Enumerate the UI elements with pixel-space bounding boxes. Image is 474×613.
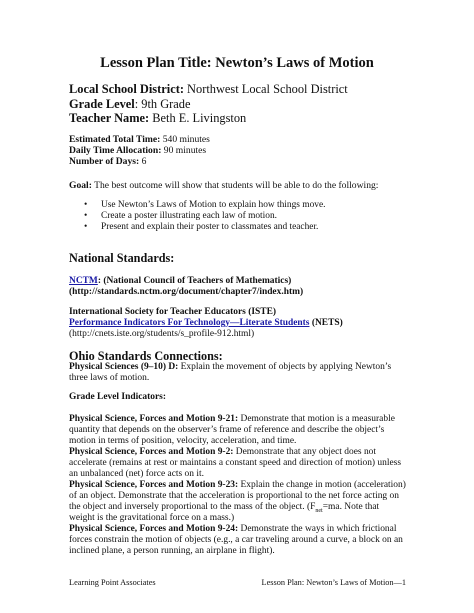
indicator-text: motion in terms of position, velocity, acceleration, and time.: [69, 436, 297, 446]
grade-level-indicators-heading: Grade Level Indicators:: [69, 392, 166, 402]
goal-bullet-text: Present and explain their poster to classmates and teacher.: [101, 222, 319, 232]
goal-line: [69, 180, 378, 191]
indicator-label: Physical Science, Forces and Motion 9-23:: [69, 480, 239, 490]
footer-left: Learning Point Associates: [69, 578, 156, 587]
national-standards-heading: National Standards:: [69, 251, 175, 265]
days-label: Number of Days:: [69, 156, 140, 167]
nctm-description: : (National Council of Teachers of Mathematics): [97, 276, 292, 286]
indicator-text: Demonstrate the ways in which frictional: [238, 524, 397, 534]
indicator-text: of an object. Demonstrate that the acceleration is proportional to the net force acting on: [69, 491, 399, 501]
indicator-9-23: [69, 480, 406, 491]
standard-text: Explain the movement of objects by applying Newton’s: [178, 362, 392, 372]
daily-time-line: [69, 145, 206, 156]
district-label: Local School District:: [69, 82, 184, 96]
indicator-label: Physical Science, Forces and Motion 9-2:: [69, 447, 234, 457]
performance-indicators-url: (http://cnets.iste.org/students/s_profile-912.html): [69, 329, 255, 339]
indicator-text: Demonstrate that any object does not: [233, 447, 377, 457]
goal-bullet: [84, 222, 318, 232]
indicator-label: Physical Science, Forces and Motion 9-24:: [69, 524, 239, 534]
indicator-text: Explain the change in motion (acceleration): [238, 480, 406, 490]
indicator-text: inclined plane, a person running, an airplane in flight).: [69, 546, 275, 556]
indicator-9-21: [69, 414, 395, 425]
indicator-text: =ma. Note that: [322, 502, 380, 512]
indicator-text: forces constrain the motion of objects (e.g., a car traveling around a curve, a block on an: [69, 535, 403, 545]
total-time-line: [69, 134, 210, 145]
indicator-text: Demonstrate that motion is a measurable: [238, 414, 395, 424]
goal-bullet-text: Use Newton’s Laws of Motion to explain how things move.: [101, 200, 326, 210]
physical-sciences-label: Physical Sciences (9–10) D:: [69, 362, 179, 372]
indicator-text: accelerate (remains at rest or maintains a constant speed and direction of motion) unless: [69, 458, 402, 468]
daily-time-label: Daily Time Allocation:: [69, 145, 162, 156]
district-line: [69, 82, 348, 97]
performance-indicators-line: [69, 318, 343, 329]
nctm-link[interactable]: NCTM: [69, 276, 98, 286]
bullet-icon: •: [84, 200, 88, 210]
total-time-label: Estimated Total Time:: [69, 134, 161, 145]
days-line: [69, 156, 146, 167]
iste-line: International Society for Teacher Educators (ISTE): [69, 307, 277, 317]
daily-time-value: 90 minutes: [161, 145, 207, 156]
teacher-value: Beth E. Livingston: [149, 111, 247, 125]
nets-label: (NETS): [309, 318, 343, 328]
grade-value: : 9th Grade: [134, 97, 191, 111]
indicator-text: an unbalanced (net) force acts on it.: [69, 469, 204, 479]
footer-right: Lesson Plan: Newton’s Laws of Motion—1: [261, 578, 406, 587]
goal-text: The best outcome will show that students will be able to do the following:: [91, 180, 379, 191]
total-time-value: 540 minutes: [160, 134, 210, 145]
indicator-text: weight is the gravitational force on a mass.): [69, 513, 235, 523]
physical-sciences-standard: [69, 362, 391, 373]
goal-bullet-text: Create a poster illustrating each law of motion.: [101, 211, 277, 221]
indicator-text: quantity that depends on the observer’s frame of reference and describe the object’s: [69, 425, 385, 435]
net-subscript: net: [315, 507, 323, 514]
indicator-text: the object and inversely proportional to the mass of the object. (F: [69, 502, 316, 512]
district-value: Northwest Local School District: [183, 82, 348, 96]
performance-indicators-link[interactable]: Performance Indicators For Technology—Literate Students: [69, 318, 310, 328]
grade-line: [69, 97, 190, 112]
bullet-icon: •: [84, 211, 88, 221]
indicator-9-2: [69, 447, 376, 458]
indicator-9-24: [69, 524, 396, 535]
days-value: 6: [139, 156, 147, 167]
nctm-line: [69, 276, 291, 287]
teacher-label: Teacher Name:: [69, 111, 150, 125]
goal-bullet: [84, 200, 325, 210]
teacher-line: [69, 111, 246, 126]
grade-label: Grade Level: [69, 97, 135, 111]
goal-bullet: [84, 211, 277, 221]
indicator-label: Physical Science, Forces and Motion 9-21:: [69, 414, 239, 424]
goal-label: Goal:: [69, 180, 92, 191]
page-title: Lesson Plan Title: Newton’s Laws of Motion: [100, 55, 374, 71]
bullet-icon: •: [84, 222, 88, 232]
nctm-url: (http://standards.nctm.org/document/chapter7/index.htm): [69, 287, 304, 297]
standard-text: three laws of motion.: [69, 373, 150, 383]
ohio-standards-heading: Ohio Standards Connections:: [69, 349, 223, 363]
